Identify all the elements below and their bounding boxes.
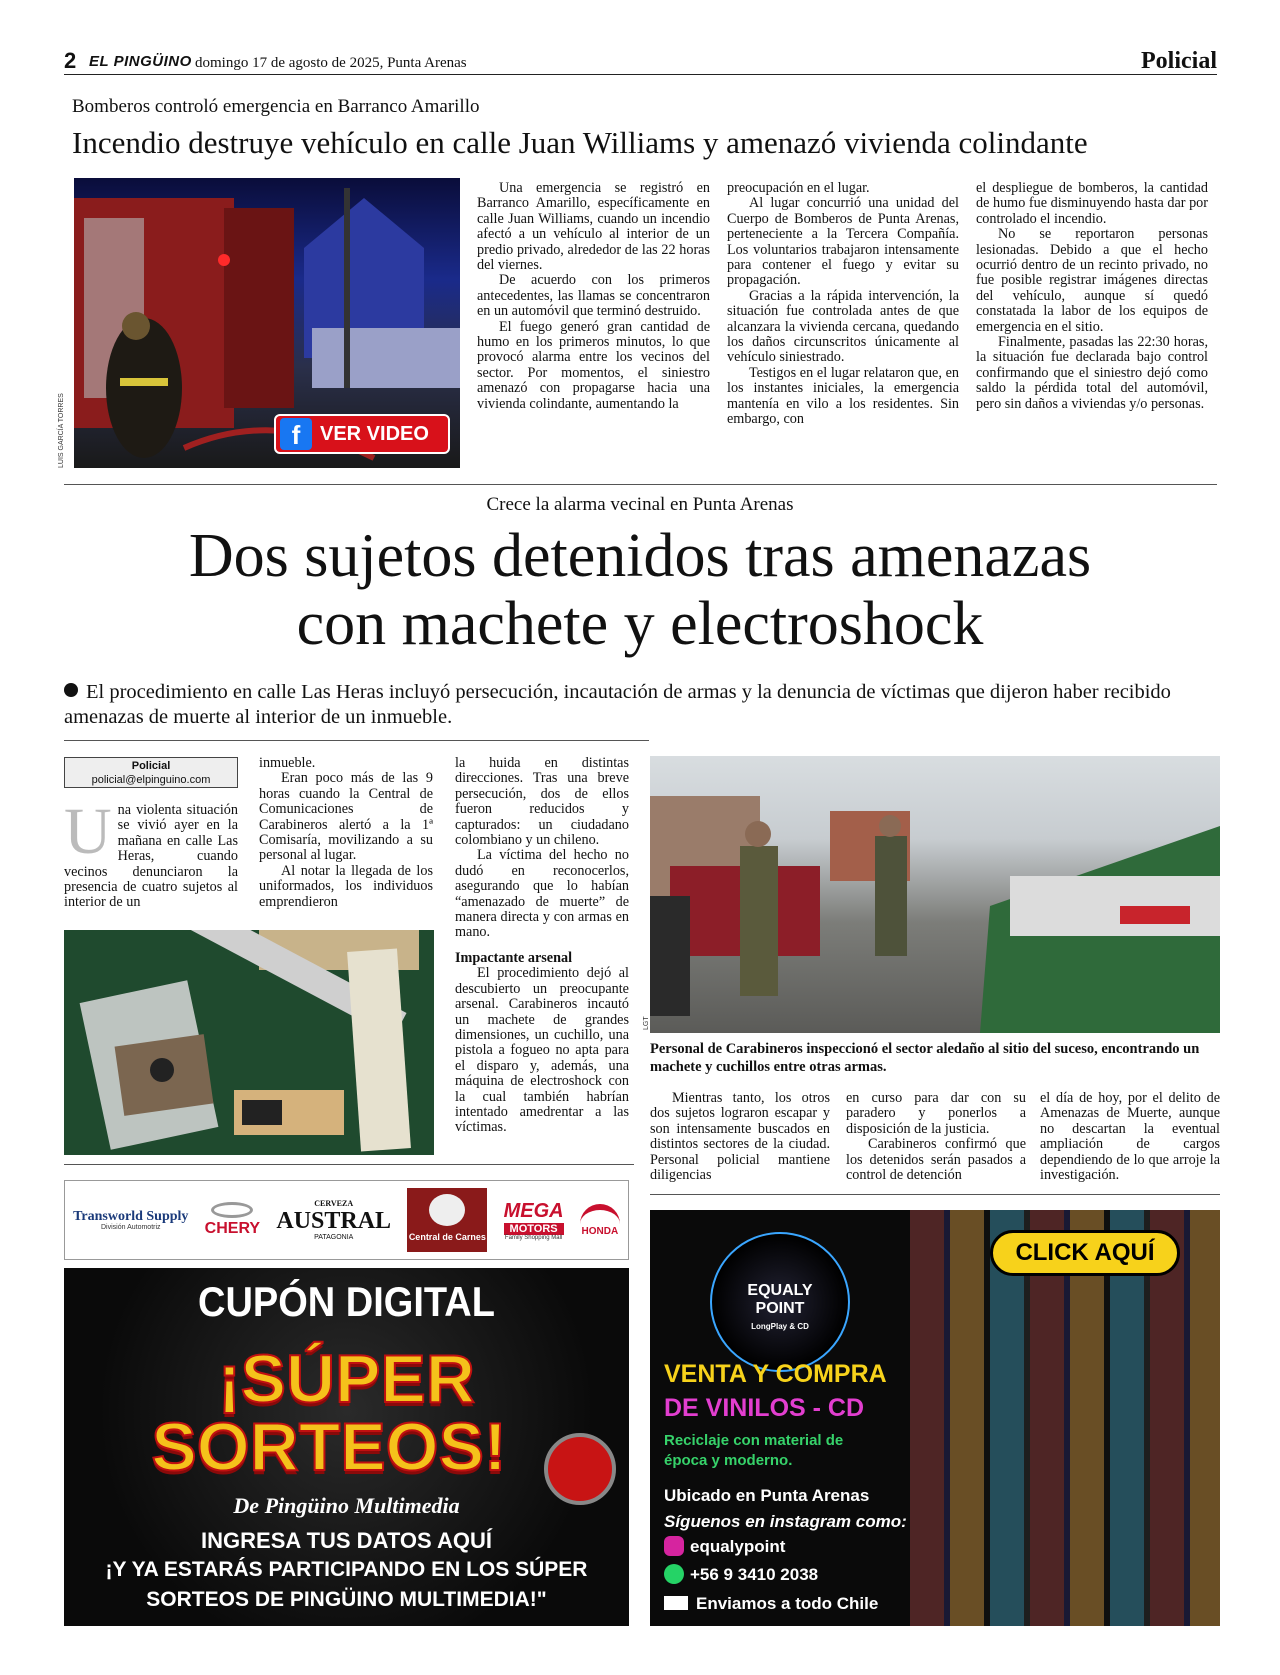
story1-headline: Incendio destruye vehículo en calle Juan Williams y amenazó vivienda colindante (72, 125, 1088, 160)
headline-line: Dos sujetos detenidos tras amenazas (188, 522, 1092, 590)
chery-logo-icon (211, 1202, 253, 1218)
promo-line: SORTEOS! (151, 1409, 507, 1485)
brand-sub: LongPlay & CD (751, 1322, 809, 1331)
story2-kicker: Crece la alarma vecinal en Punta Arenas (486, 494, 794, 515)
coupon-title: CUPÓN DIGITAL (198, 1279, 495, 1327)
evidence-photo (64, 930, 434, 1155)
click-button-icon[interactable] (544, 1433, 616, 1505)
photo-caption: Personal de Carabineros inspeccionó el sector aledaño al sitio del suceso, encontrando un machete y cuchillos entre otras armas. (650, 1041, 1200, 1075)
paragraph: inmueble. (259, 755, 316, 771)
sponsor-sub: CERVEZA (314, 1199, 354, 1208)
vinyl-ad[interactable] (650, 1210, 1220, 1626)
page-number: 2 (64, 48, 77, 73)
instagram-handle: equalypoint (690, 1537, 786, 1556)
lead-text: El procedimiento en calle Las Heras incluyó persecución, incautación de armas y la denuncia de víctimas que dijeron haber recibido amenazas de muerte al interior de un inmueble. (64, 681, 1171, 728)
paragraph: el día de hoy, por el delito de Amenazas de Muerte, aunque no descartan la eventual ampliación de cargos dependiendo de lo que arroje la investigación. (1040, 1090, 1220, 1184)
click-aqui-label: CLICK AQUÍ (1015, 1239, 1155, 1266)
bottom-rule (650, 1194, 1220, 1195)
story1-column-1 (477, 181, 710, 412)
paragraph: El procedimiento dejó al descubierto un preocupante arsenal. Carabineros incautó un machete de grandes dimensiones, un cuchillo, una pistola a fogueo no apta para el disparo y, además, una máquina de electroshock con la cual también habrían intentado amedrentar a las víctimas. (455, 965, 629, 1136)
fire-photo (74, 178, 460, 468)
paragraph: Eran poco más de las 9 horas cuando la Central de Comunicaciones de Carabineros alertó a la 1ª Comisaría, movilizando a su personal al lugar. (259, 770, 433, 864)
story2-column-6 (1040, 1091, 1220, 1183)
paragraph: en curso para dar con su paradero y ponerlos a disposición de la justicia. (846, 1090, 1026, 1137)
sponsor-name: MOTORS (504, 1223, 564, 1235)
sponsor-sub: Family Shopping Mall (504, 1234, 563, 1241)
sponsor-name: AUSTRAL (276, 1208, 392, 1234)
video-button-label: VER VIDEO (320, 422, 429, 445)
subheading: Impactante arsenal (455, 949, 573, 966)
ad-text: Ubicado en Punta Arenas (664, 1486, 870, 1505)
section-badge-label: Policial (131, 760, 171, 772)
police-photo (650, 756, 1220, 1033)
shipping-text: Enviamos a todo Chile (696, 1594, 879, 1613)
ad-text: época y moderno. (664, 1452, 793, 1469)
paragraph: De acuerdo con los primeros antecedentes, las llamas se concentraron en un automóvil que terminó destruido. (477, 272, 710, 320)
ad-heading: DE VINILOS - CD (664, 1394, 865, 1422)
lead-rule (64, 740, 649, 741)
honda-wing-icon (580, 1204, 620, 1226)
bottom-rule (64, 1164, 634, 1165)
paragraph: La víctima del hecho no dudó en reconocerlos, asegurando que lo habían “amenazado de muerte” de manera directa y con armas en mano. (455, 847, 629, 941)
shipping-row (664, 1594, 878, 1614)
section-title: Policial (1141, 48, 1217, 74)
story2-column-3 (455, 756, 629, 1136)
sponsor-name: Central de Carnes (408, 1232, 486, 1242)
sponsor-sub: PATAGONIA (314, 1234, 354, 1241)
click-aqui-button[interactable] (990, 1230, 1180, 1276)
photo-credit: LUIS GARCÍA TORRES (58, 393, 65, 468)
date-line: domingo 17 de agosto de 2025, Punta Arenas (195, 55, 467, 71)
author-email[interactable]: policial@elpinguino.com (91, 774, 211, 786)
dropcap: U (64, 795, 112, 868)
paragraph: Finalmente, pasadas las 22:30 horas, la situación fue declarada bajo control confirmando que el siniestro dejó como saldo la pérdida total del automóvil, pero sin daños a viviendas y/o personas. (976, 334, 1208, 412)
video-button[interactable] (274, 414, 450, 454)
sponsor-name: CHERY (204, 1220, 261, 1237)
sponsor-honda[interactable] (580, 1204, 620, 1237)
sponsor-name: MEGA (503, 1199, 564, 1222)
sponsor-sub: División Automotriz (101, 1223, 161, 1231)
brand-name: POINT (755, 1300, 805, 1317)
whatsapp-icon (664, 1564, 684, 1584)
coupon-ad[interactable] (64, 1268, 629, 1626)
paragraph: Una emergencia se registró en Barranco Amarillo, específicamente en calle Juan Williams, cuando un incendio afectó a un vehículo al interior de un predio privado, alrededor de las 22 horas del viernes. (477, 180, 710, 274)
story1-column-2 (727, 181, 959, 428)
bullet-icon (64, 683, 78, 697)
section-badge (64, 757, 238, 788)
paragraph: No se reportaron personas lesionadas. Debido a que el hecho ocurrió dentro de un recinto privado, no fue posible registrar imágenes directas del vehículo, aunque sí quedó constatada la labor de los equipos de emergencia en el sitio. (976, 226, 1208, 335)
sponsor-transworld[interactable] (73, 1210, 188, 1231)
story2-headline (60, 522, 1220, 658)
paragraph: la huida en distintas direcciones. Tras una breve persecución, dos de ellos fueron reducidos y capturados: un ciudadano colombiano y un chileno. (455, 755, 629, 849)
coupon-cta: SORTEOS DE PINGÜINO MULTIMEDIA!" (146, 1588, 547, 1611)
brand-name: EQUALY (747, 1282, 813, 1299)
paragraph: El fuego generó gran cantidad de humo en los primeros minutos, lo que provocó alarma entre los vecinos del sector. Por momentos, el siniestro amenazó con propagarse hacia una vivienda colindante, aumentando la (477, 318, 710, 412)
paragraph: na violenta situación se vivió ayer en la mañana en calle Las Heras, cuando vecinos denunciaron la presencia de cuatro sujetos al interior de un (64, 802, 238, 911)
phone-row[interactable] (664, 1564, 818, 1585)
photo-credit: LGT (643, 1016, 650, 1030)
sponsor-strip[interactable] (64, 1180, 629, 1260)
paragraph: Carabineros confirmó que los detenidos serán pasados a control de detención (846, 1136, 1026, 1184)
ad-heading: VENTA Y COMPRA (664, 1360, 887, 1388)
story1-kicker: Bomberos controló emergencia en Barranco Amarillo (72, 96, 480, 117)
headline-line: con machete y electroshock (296, 590, 984, 658)
sponsor-name: HONDA (581, 1225, 619, 1237)
paragraph: preocupación en el lugar. (727, 180, 870, 196)
paragraph: Al notar la llegada de los uniformados, los individuos emprendieron (259, 862, 433, 910)
newspaper-brand: EL PINGÜINO (89, 53, 192, 70)
sponsor-austral[interactable] (276, 1199, 391, 1241)
story1-column-3 (976, 181, 1208, 412)
ad-text: Síguenos en instagram como: (664, 1512, 907, 1531)
paragraph: Al lugar concurrió una unidad del Cuerpo de Bomberos de Punta Arenas, perteneciente a la Tercera Compañía. Los voluntarios trabajaron intensamente para contener el fuego y evitar su propagación. (727, 195, 959, 289)
section-divider (64, 484, 1217, 485)
story2-column-5 (846, 1091, 1026, 1183)
header-rule (64, 74, 1217, 75)
story2-column-2 (259, 756, 433, 910)
ad-text: Reciclaje con material de (664, 1432, 844, 1449)
logo-circle (710, 1232, 850, 1372)
story2-column-4 (650, 1091, 830, 1183)
sponsor-central-carnes[interactable] (407, 1188, 487, 1252)
paragraph: Gracias a la rápida intervención, la situación fue controlada antes de que alcanzara la vivienda cercana, quedando los daños circunscritos únicamente al vehículo siniestrado. (727, 287, 959, 366)
evidence-scene (64, 930, 434, 1155)
story2-column-1 (64, 795, 238, 911)
coupon-cta: ¡Y YA ESTARÁS PARTICIPANDO EN LOS SÚPER (105, 1558, 588, 1581)
paragraph: el despliegue de bomberos, la cantidad de humo fue disminuyendo hasta dar por controlado el incendio. (976, 180, 1208, 227)
sponsor-mega-motors[interactable] (504, 1200, 564, 1241)
police-scene (650, 756, 1220, 1033)
sponsor-chery[interactable] (205, 1202, 260, 1238)
sponsor-name: Transworld Supply (73, 1208, 189, 1224)
story2-lead (64, 680, 1214, 730)
facebook-icon: f (280, 418, 312, 450)
promo-tagline: De Pingüino Multimedia (233, 1493, 460, 1518)
promo-line: ¡SÚPER (218, 1341, 475, 1417)
paragraph: Mientras tanto, los otros dos sujetos lograron escapar y son intensamente buscados en distintos sectores de la ciudad. Personal policial mantiene diligencias (650, 1090, 830, 1184)
instagram-icon (664, 1536, 684, 1556)
phone-number: +56 9 3410 2038 (690, 1565, 819, 1584)
truck-icon (664, 1596, 688, 1610)
paragraph: Testigos en el lugar relataron que, en los instantes iniciales, la emergencia mantenía en vilo a los residentes. Sin embargo, con (727, 364, 959, 428)
instagram-row[interactable] (664, 1536, 785, 1557)
sheep-icon (429, 1194, 465, 1226)
coupon-cta: INGRESA TUS DATOS AQUÍ (201, 1528, 492, 1553)
